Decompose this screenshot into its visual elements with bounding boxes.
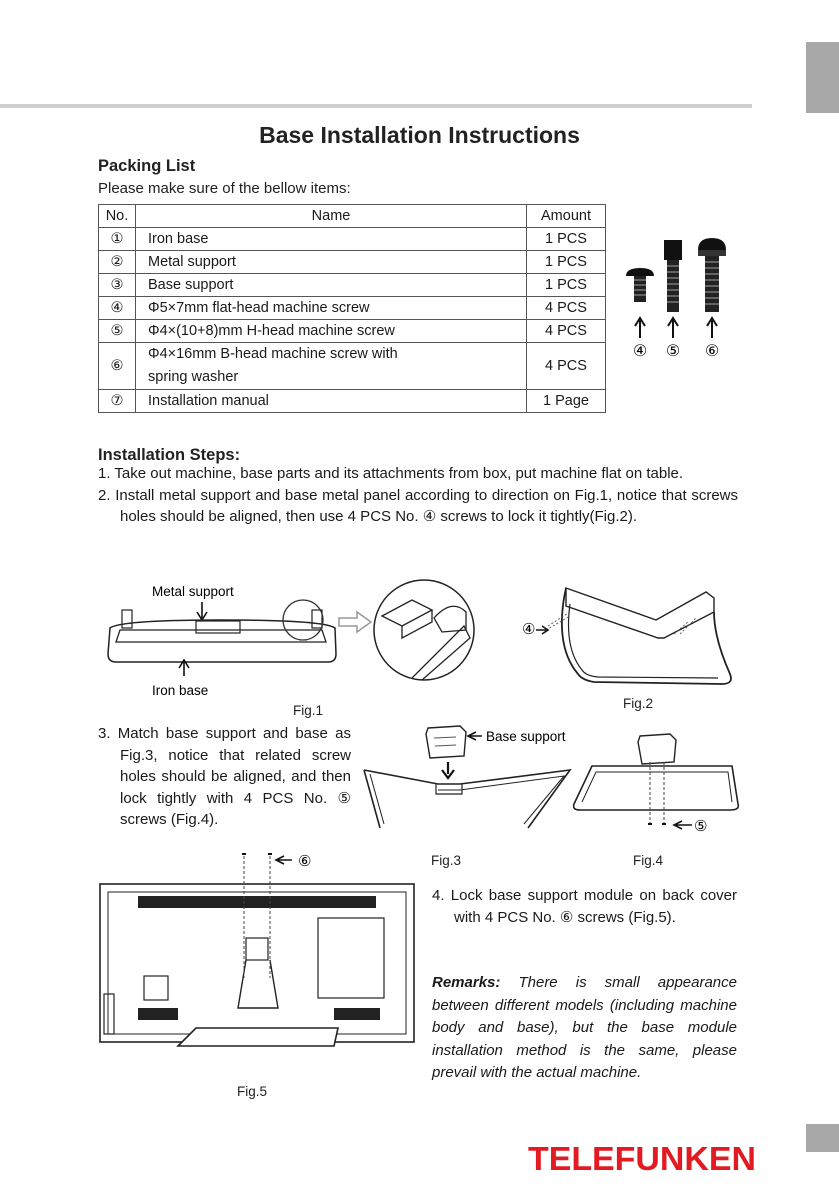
arrow-down-icon [442,762,454,778]
screw-label: ④ [632,341,648,360]
packing-list-heading: Packing List [98,157,196,175]
telefunken-logo [528,1140,758,1176]
fig1-label-metal-support: Metal support [152,584,234,599]
installation-steps-heading: Installation Steps: [98,446,241,464]
fig3-label: Base support [486,729,566,744]
row-no: ② [99,251,136,274]
row-no: ③ [99,274,136,297]
row-no: ⑦ [99,390,136,413]
row-name: Φ5×7mm flat-head machine screw [136,297,527,320]
base-support-shape [426,726,466,758]
fig1-label-iron-base: Iron base [152,683,209,698]
row-name: Φ4×16mm B-head machine screw with spring washer [136,343,527,390]
table-row [99,390,606,413]
remarks [432,972,737,1085]
arrow-right-icon [337,610,373,634]
arrow-left-icon [468,732,482,740]
row-name: Metal support [136,251,527,274]
row-amount: 1 PCS [527,274,606,297]
step-4: 4. Lock base support module on back cover with 4 PCS No. ⑥ screws (Fig.5). [432,887,737,926]
figure-1-detail [372,578,476,682]
header-amount: Amount [527,205,606,228]
arrow-up-icon [635,318,645,338]
step-3: 3. Match base support and base as Fig.3, notice that related screw holes should be aligned, and then lock tightly with 4 PCS No. ⑤ screws (Fig.4). [98,725,351,828]
table-row [99,297,606,320]
page-title: Base Installation Instructions [259,122,580,148]
row-no: ⑤ [99,320,136,343]
remarks-text: There is small appearance between different models (including machine body and base), but the base module installation method is the same, please prevail with the actual machine. [432,974,737,1081]
row-name: Installation manual [136,390,527,413]
b-head-screw-icon [698,238,726,312]
fig4-caption: Fig.4 [633,853,664,868]
row-amount: 4 PCS [527,343,606,390]
steps-1-2 [98,463,738,528]
fig2-marker: ④ [522,620,536,638]
row-name: Base support [136,274,527,297]
row-name: Φ4×(10+8)mm H-head machine screw [136,320,527,343]
row-amount: 1 Page [527,390,606,413]
page-side-tab [806,42,839,113]
fig2-caption: Fig.2 [623,696,654,711]
table-row [99,274,606,297]
table-row [99,251,606,274]
arrow-left-icon [674,821,692,829]
row-amount: 1 PCS [527,251,606,274]
flat-head-screw-icon [626,268,654,302]
h-head-screw-icon [664,240,682,312]
table-row [99,343,606,390]
fig5-marker: ⑥ [298,852,312,870]
step-3-block [98,723,351,831]
fig3-caption: Fig.3 [431,853,462,868]
fig1-caption: Fig.1 [293,703,324,718]
step-2: 2. Install metal support and base metal panel according to direction on Fig.1, notice that screws holes should be aligned, then use 4 PCS No. ④ screws to lock it tightly(Fig.2). [98,486,738,525]
table-row [99,320,606,343]
header-no: No. [99,205,136,228]
figure-3-drawing [360,720,585,835]
row-no: ④ [99,297,136,320]
row-no: ① [99,228,136,251]
row-name: Iron base [136,228,527,251]
packing-table [98,204,606,413]
step-1: 1. Take out machine, base parts and its attachments from box, put machine flat on table. [98,465,684,482]
fig5-caption: Fig.5 [237,1084,268,1099]
row-amount: 4 PCS [527,297,606,320]
arrow-up-icon [707,318,717,338]
table-header-row [99,205,606,228]
figure-2-drawing [508,578,738,693]
arrow-up-icon [668,318,678,338]
brand-wordmark: TELEFUNKEN [528,1140,756,1177]
header-rule [0,104,752,108]
screw-label: ⑤ [665,341,681,360]
screw-label: ⑥ [704,341,720,360]
vent-top [138,896,376,908]
step-4-block [432,885,737,928]
vent-bottom-right [334,1008,380,1020]
table-row [99,228,606,251]
arrow-left-icon [276,856,292,864]
figure-5-drawing [98,850,416,1050]
vent-bottom-left [138,1008,178,1020]
screws-illustration [620,236,740,366]
packing-list-intro: Please make sure of the bellow items: [98,180,351,197]
row-no: ⑥ [99,343,136,390]
row-amount: 4 PCS [527,320,606,343]
figure-4-drawing [570,730,740,840]
row-amount: 1 PCS [527,228,606,251]
figure-1-drawing [100,580,345,700]
metal-support-shape [116,630,326,642]
fig4-marker: ⑤ [694,817,708,835]
remarks-label: Remarks: [432,974,501,991]
iron-base-shape [108,620,336,662]
header-name: Name [136,205,527,228]
page-number-tab [806,1124,839,1152]
arrow-down-icon [197,602,207,620]
